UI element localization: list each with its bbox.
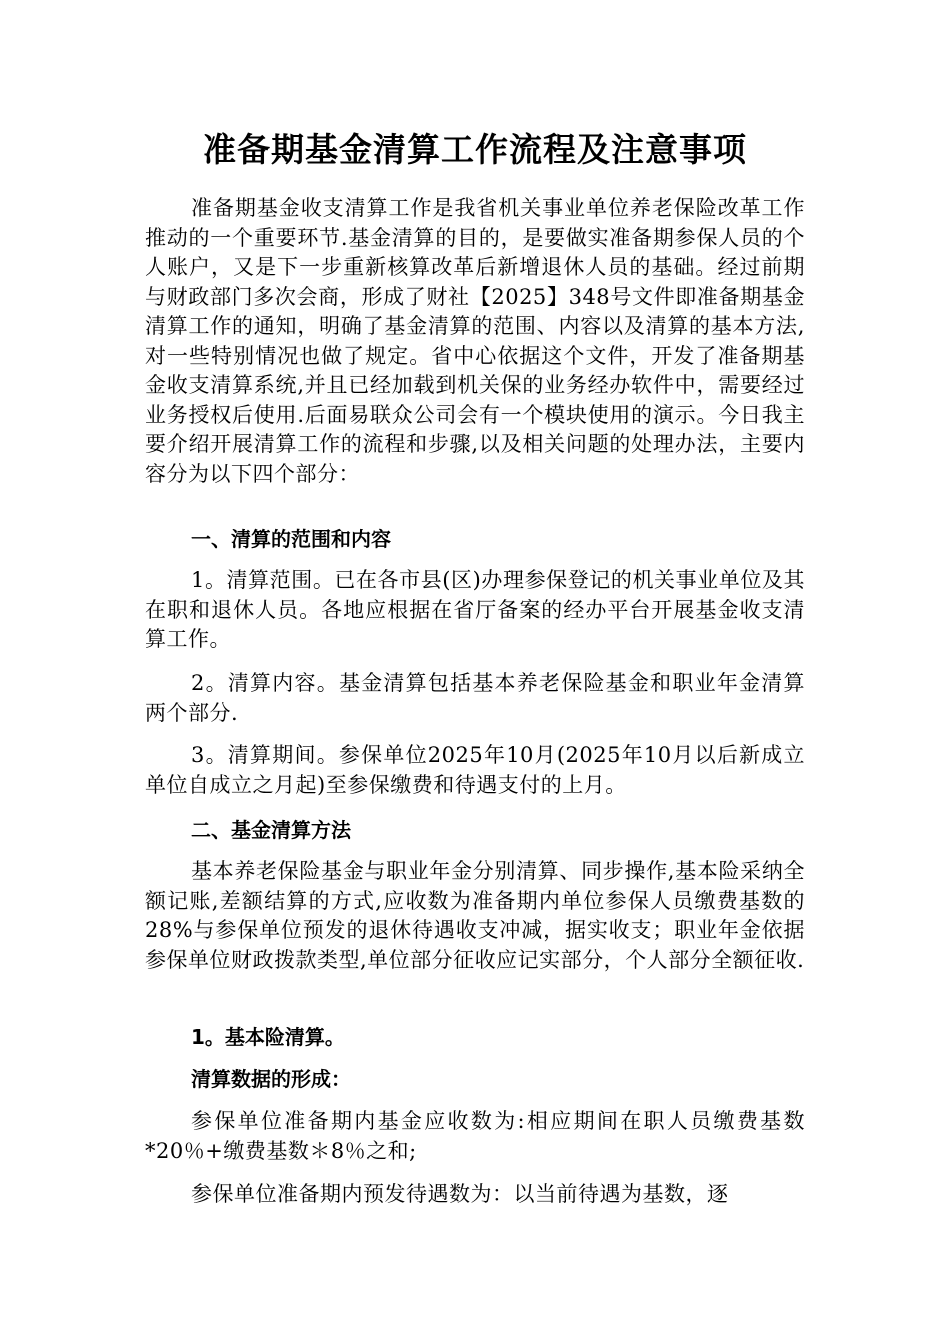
paragraph-prepaid-formula: 参保单位准备期内预发待遇数为：以当前待遇为基数，逐 xyxy=(191,1182,729,1206)
section-heading-scope: 一、清算的范围和内容 xyxy=(191,527,391,551)
document-title: 准备期基金清算工作流程及注意事项 xyxy=(203,130,747,169)
intro-paragraph: 准备期基金收支清算工作是我省机关事业单位养老保险改革工作推动的一个重要环节.基金清算的目的，是要做实准备期参保人员的个人账户，又是下一步重新核算改革后新增退休人员的基础。经过前期与财政部门多次会商，形成了财社【2025】348号文件即准备期基金清算工作的通知，明确了基金清算的范围、内容以及清算的基本方法,对一些特别情况也做了规定。省中心依据这个文件，开发了准备期基金收支清算系统,并且已经加载到机关保的业务经办软件中，需要经过业务授权后使用.后面易联众公司会有一个模块使用的演示。今日我主要介绍开展清算工作的流程和步骤,以及相关问题的处理办法，主要内容分为以下四个部分： xyxy=(145,196,805,486)
paragraph-receivable-formula: 参保单位准备期内基金应收数为:相应期间在职人员缴费基数*20％+缴费基数＊8％之和; xyxy=(145,1109,805,1163)
subsection-heading-basic-insurance: 1。基本险清算。 xyxy=(191,1025,345,1049)
paragraph-scope-period: 3。清算期间。参保单位2025年10月(2025年10月以后新成立单位自成立之月起)至参保缴费和待遇支付的上月。 xyxy=(145,743,805,797)
paragraph-method: 基本养老保险基金与职业年金分别清算、同步操作,基本险采纳全额记账,差额结算的方式,应收数为准备期内单位参保人员缴费基数的28%与参保单位预发的退休待遇收支冲减，据实收支；职业年金依据参保单位财政拨款类型,单位部分征收应记实部分，个人部分全额征收. xyxy=(145,859,805,972)
paragraph-scope-range: 1。清算范围。已在各市县(区)办理参保登记的机关事业单位及其在职和退休人员。各地应根据在省厅备案的经办平台开展基金收支清算工作。 xyxy=(145,568,805,651)
section-heading-method: 二、基金清算方法 xyxy=(191,818,351,842)
subsection-heading-data-formation: 清算数据的形成： xyxy=(191,1067,351,1091)
paragraph-scope-content: 2。清算内容。基金清算包括基本养老保险基金和职业年金清算两个部分. xyxy=(145,671,805,725)
